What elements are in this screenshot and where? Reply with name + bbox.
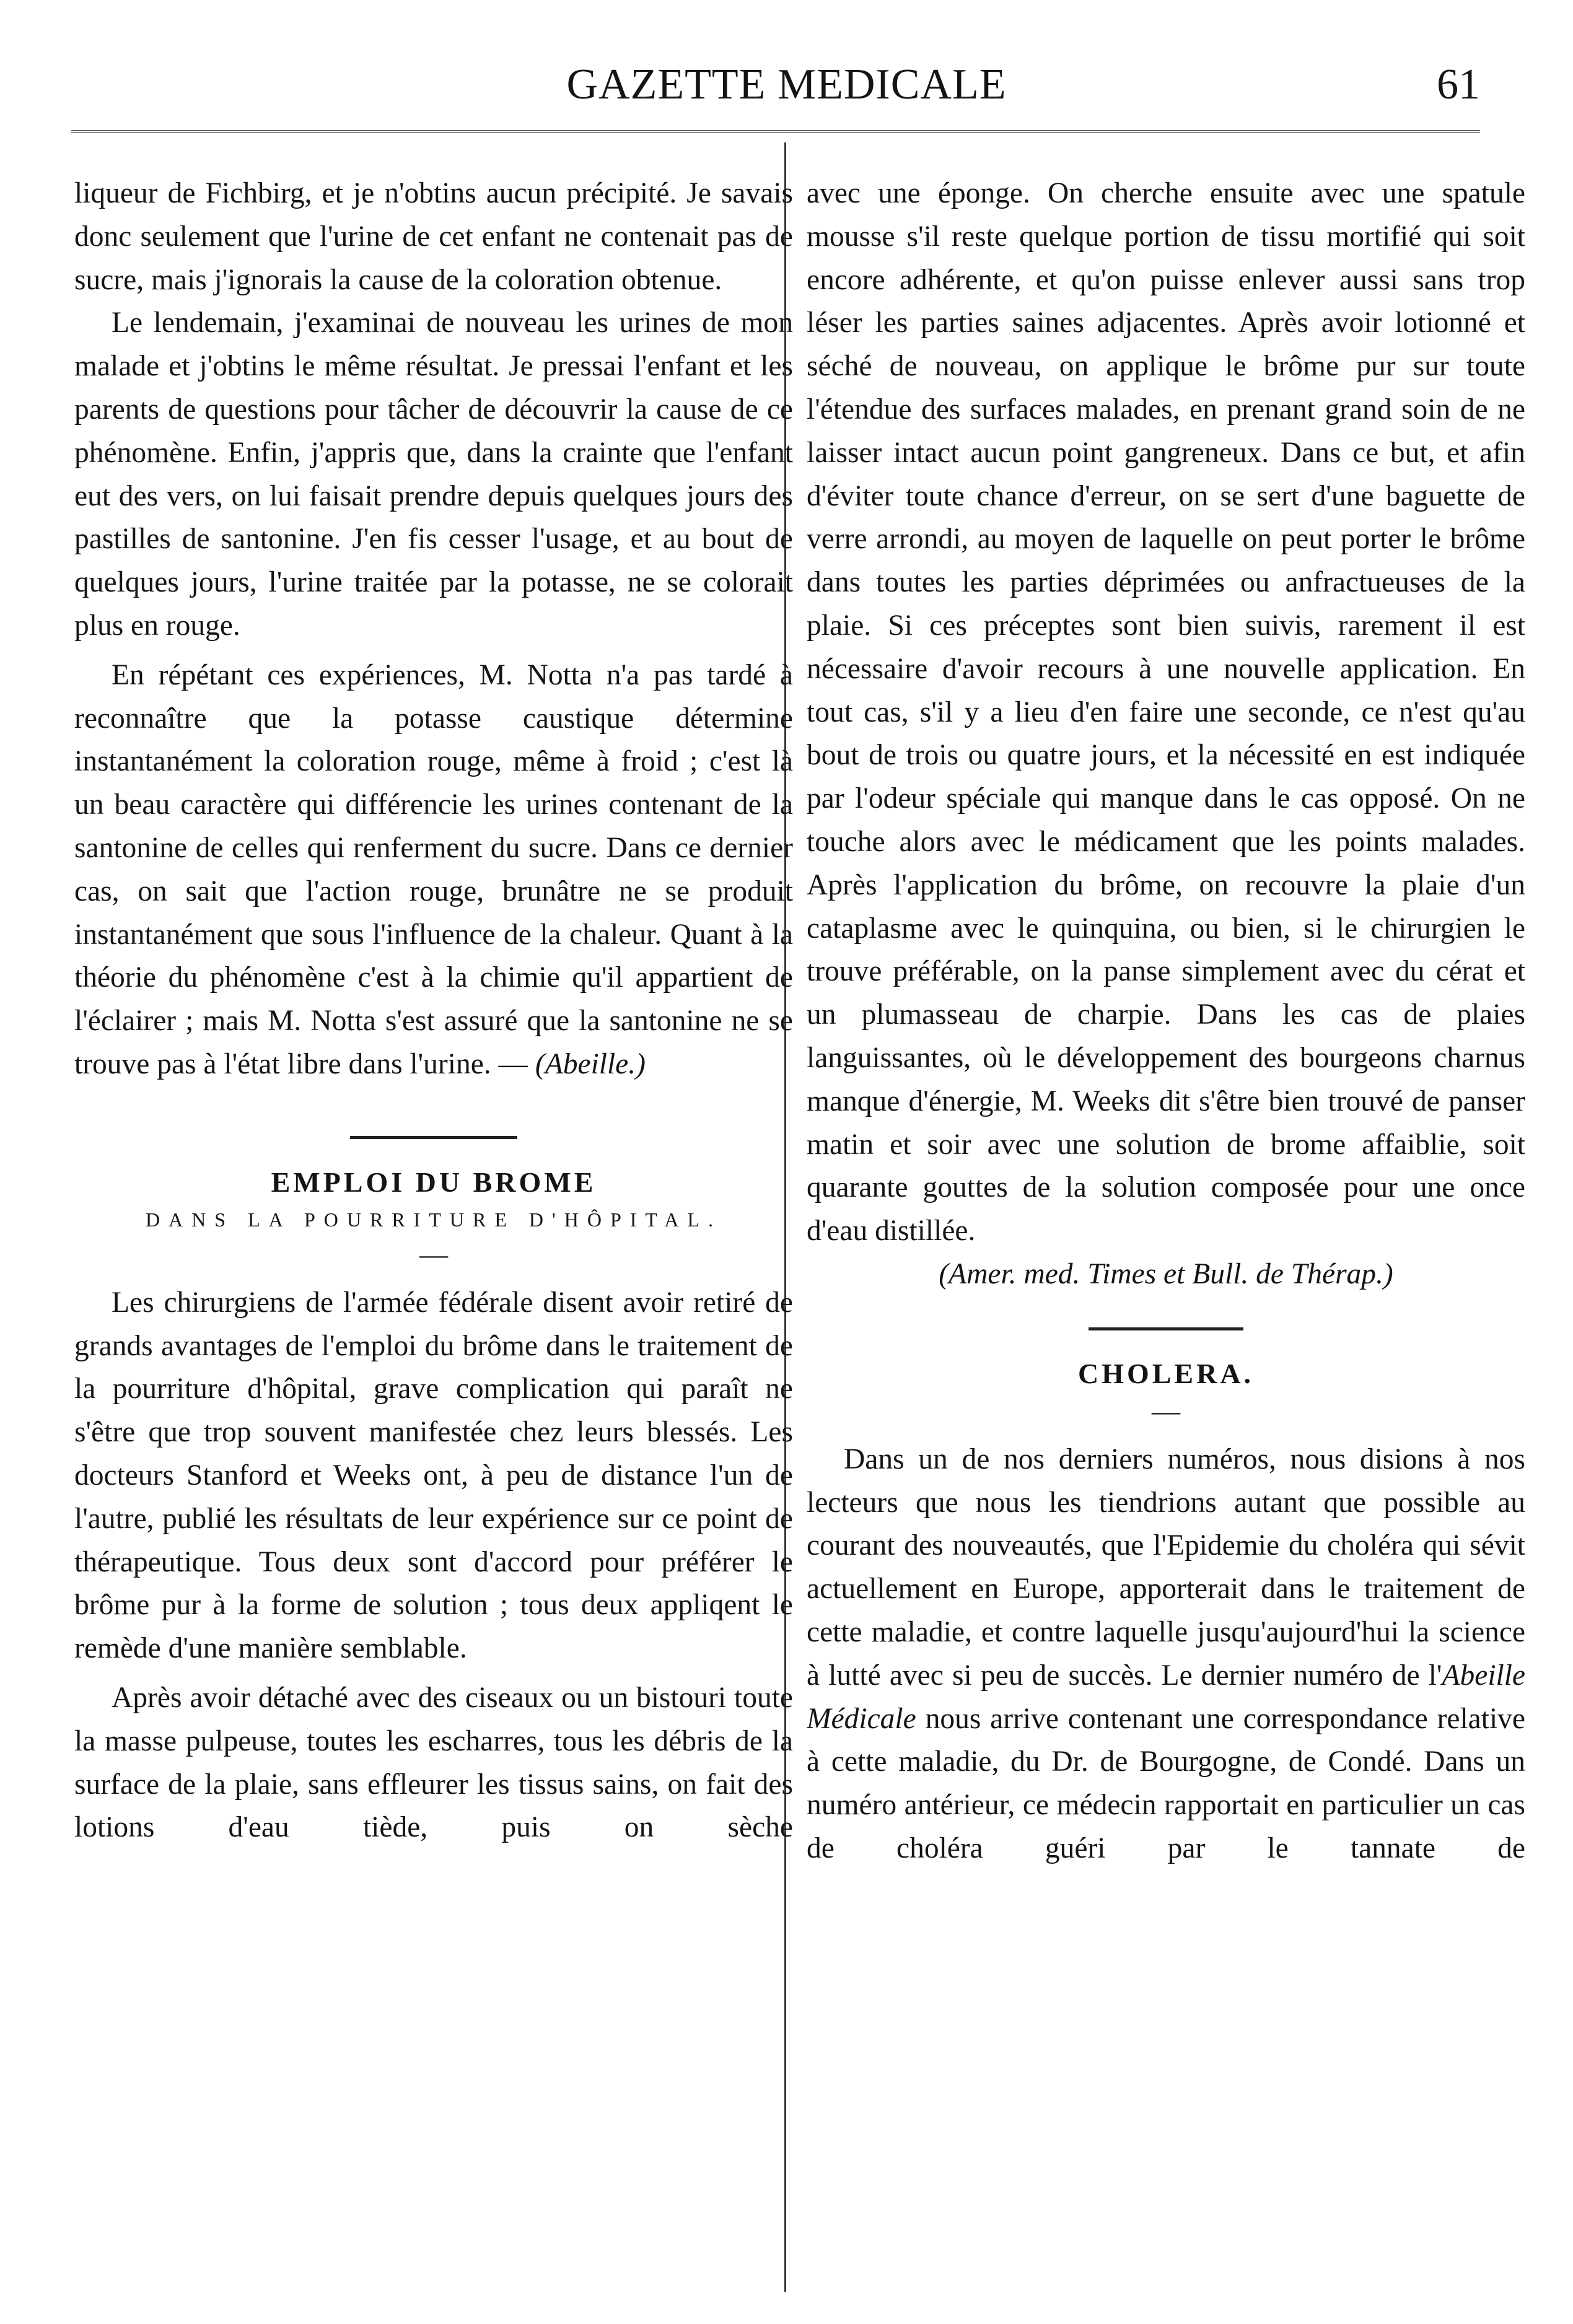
paragraph-text: Dans un de nos derniers numéros, nous disions à nos lecteurs que nous les tiendrions autant que possible au courant des nouveautés, que l'Epidemie du choléra qui sévit actuellement en Europe, apporterait dans le traitement de cette maladie, et contre laquelle jusqu'aujourd'hui la science à lutté avec si peu de succès. Le dernier numéro de l' [807,1443,1525,1692]
paragraph-text: En répétant ces expériences, M. Notta n'a pas tardé à reconnaître que la potasse caustique détermine instantanément la coloration rouge, même à froid ; c'est là un beau caractère qui différencie les urines contenant de la santonine de celles qui renferment du sucre. Dans ce dernier cas, on sait que l'action rouge, brunâtre ne se produit instantanément que sous l'influence de la chaleur. Quant à la théorie du phénomène c'est à la chimie qu'il appartient de l'éclairer ; mais M. Notta s'est assuré que la santonine ne se trouve pas à l'état libre dans l'urine. — [74,658,793,1080]
section-subtitle: DANS LA POURRITURE D'HÔPITAL. [145,1208,722,1231]
paragraph: Les chirurgiens de l'armée fédérale disent avoir retiré de grands avantages de l'emploi du brôme dans le traitement de la pourriture d'hôpital, grave complication qui paraît ne s'être que trop souvent manifestée chez leurs blessés. Les docteurs Stanford et Weeks ont, à peu de distance l'un de l'autre, publié les résultats de leur expérience sur ce point de thérapeutique. Tous deux sont d'accord pour préférer le brôme pur à la forme de solution ; tous deux appliqent le remède d'une manière semblable. [74,1286,793,1665]
source-citation: (Abeille.) [535,1047,646,1080]
paragraph: avec une éponge. On cherche ensuite avec une spatule mousse s'il reste quelque portion de tissu mortifié qui soit encore adhérente, et qu'on puisse enlever aussi sans trop léser les parties saines adjacentes. Après avoir lotionné et séché de nouveau, on applique le brôme pur sur toute l'étendue des surfaces malades, en prenant grand soin de ne laisser intact aucun point gangreneux. Dans ce but, et afin d'éviter toute chance d'erreur, on se sert d'une baguette de verre arrondi, au moyen de laquelle on peut porter le brôme dans toutes les parties déprimées ou anfractueuses de la plaie. Si ces préceptes sont bien suivis, rarement il est nécessaire d'avoir recours à une nouvelle application. En tout cas, s'il y a lieu d'en faire une seconde, ce n'est qu'au bout de trois ou quatre jours, et la nécessité en est indiquée par l'odeur spéciale qui manque dans le cas opposé. On ne touche alors avec le médicament que les points malades. Après l'application du brôme, on recouvre la plaie d'un cataplasme avec le quinquina, ou bien, si le chirurgien le trouve préférable, on la panse simplement avec du cérat et un plumasseau de charpie. Dans les cas de plaies languissantes, où le développement des bourgeons charnus manque d'énergie, M. Weeks dit s'être bien trouvé de panser matin et soir avec une solution de brome affaiblie, soit quarante gouttes de la solution composée pour une once d'eau distillée. [807,177,1525,1247]
section-dash: — [419,1238,448,1270]
journal-name: Abeille Médicale [807,1659,1525,1735]
page-number: 61 [1437,61,1480,108]
paragraph: liqueur de Fichbirg, et je n'obtins aucun précipité. Je savais donc seulement que l'urine de cet enfant ne contenait pas de sucre, mais j'ignorais la cause de la coloration obtenue. [74,177,793,296]
section-dash: — [1152,1394,1180,1426]
left-column [74,172,793,2291]
paragraph: Le lendemain, j'examinai de nouveau les urines de mon malade et j'obtins le même résultat. Je pressai l'enfant et les parents de questions pour tâcher de découvrir la cause de ce phénomène. Enfin, j'appris que, dans la crainte que l'enfant eut des vers, on lui faisait prendre depuis quelques jours des pastilles de santonine. J'en fis cesser l'usage, et au bout de quelques jours, l'urine traitée par la potasse, ne se colorait plus en rouge. [74,307,793,642]
running-head [0,57,1573,113]
right-column [807,172,1525,2291]
paragraph: Après avoir détaché avec des ciseaux ou un bistouri toute la masse pulpeuse, toutes les escharres, tous les débris de la surface de la plaie, sans effleurer les tissus sains, on fait des lotions d'eau tiède, puis on sèche [74,1681,793,1844]
source-citation: (Amer. med. Times et Bull. de Thérap.) [939,1257,1393,1290]
paragraph [807,1438,1525,1871]
journal-title: GAZETTE MEDICALE [566,61,1007,108]
section-title: CHOLERA. [1077,1357,1255,1389]
section-title: EMPLOI DU BROME [271,1166,597,1198]
paragraph-text: nous arrive contenant une correspondance relative à cette maladie, du Dr. de Bourgogne, de Condé. Dans un numéro antérieur, ce médecin rapportait en particulier un cas de choléra guéri par le tannate de [807,1702,1525,1864]
paragraph [74,654,793,1086]
header-rule [71,130,1480,135]
